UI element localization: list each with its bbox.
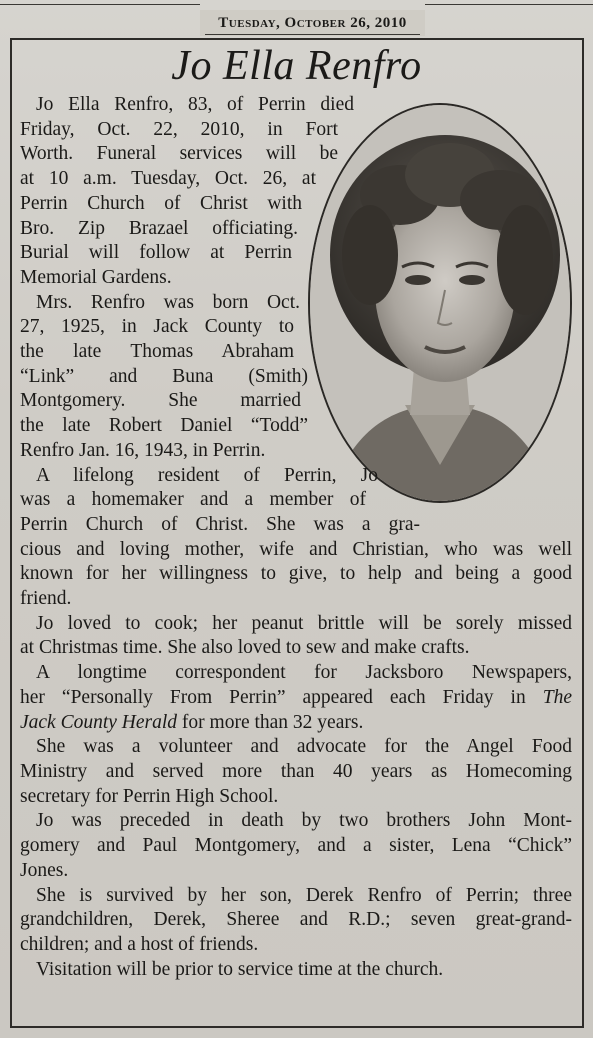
text-line: the late Robert Daniel “Todd” xyxy=(20,415,308,437)
text-line: Friday, Oct. 22, 2010, in Fort xyxy=(20,118,338,140)
text-fragment: her “Personally From Perrin” appeared each Friday in xyxy=(20,686,526,708)
header-rule-right xyxy=(425,4,593,5)
text-line: secretary for Perrin High School. xyxy=(20,785,279,807)
text-line: at Christmas time. She also loved to sew and make crafts. xyxy=(20,637,470,659)
paragraph-funeral xyxy=(20,93,572,291)
text-line: She is survived by her son, Derek Renfro of Perrin; three xyxy=(36,884,572,906)
text-line xyxy=(20,711,572,736)
text-line: Jo loved to cook; her peanut brittle will be sorely missed xyxy=(36,612,572,634)
paragraph-cooking xyxy=(20,612,572,661)
paragraph-resident xyxy=(20,464,572,612)
paragraph-birth xyxy=(20,291,572,464)
text-line: Bro. Zip Brazael officiating. xyxy=(20,217,298,239)
text-line: cious and loving mother, wife and Christian, who was well xyxy=(20,538,572,560)
text-line: was a homemaker and a member of xyxy=(20,489,366,511)
text-line: Visitation will be prior to service time at the church. xyxy=(36,958,444,980)
paragraph-visitation xyxy=(20,958,572,983)
publication-name-part: The xyxy=(542,686,573,708)
text-line: Worth. Funeral services will be xyxy=(20,143,338,165)
paragraph-correspondent xyxy=(20,661,572,735)
text-line: A longtime correspondent for Jacksboro Newspapers, xyxy=(36,662,572,684)
text-line: Renfro Jan. 16, 1943, in Perrin. xyxy=(20,439,266,461)
text-line: 27, 1925, in Jack County to xyxy=(20,316,294,338)
text-line: Perrin Church of Christ with xyxy=(20,192,302,214)
text-line: Mrs. Renfro was born Oct. xyxy=(36,291,300,313)
text-line: Burial will follow at Perrin xyxy=(20,242,292,264)
obituary-body xyxy=(20,93,572,982)
text-line: Jo was preceded in death by two brothers John Mont- xyxy=(36,810,572,832)
text-line: Montgomery. She married xyxy=(20,390,301,412)
text-line xyxy=(20,686,572,711)
publication-name: Jack County Herald xyxy=(20,711,178,733)
text-line: “Link” and Buna (Smith) xyxy=(20,365,308,387)
date-underline xyxy=(205,34,420,35)
text-line: friend. xyxy=(20,588,72,610)
text-line: Perrin Church of Christ. She was a gra- xyxy=(20,513,420,535)
text-line: children; and a host of friends. xyxy=(20,933,259,955)
text-line: Jo Ella Renfro, 83, of Perrin died xyxy=(36,94,354,115)
paragraph-survived xyxy=(20,884,572,958)
obituary-title: Jo Ella Renfro xyxy=(171,43,422,89)
text-line: grandchildren, Derek, Sheree and R.D.; seven great-grand- xyxy=(20,909,572,931)
header-rule-left xyxy=(0,4,200,5)
issue-date: Tuesday, October 26, 2010 xyxy=(200,10,425,36)
text-line: Ministry and served more than 40 years as Homecoming xyxy=(20,760,572,782)
paragraph-preceded xyxy=(20,809,572,883)
text-line: the late Thomas Abraham xyxy=(20,341,294,363)
paragraph-volunteer xyxy=(20,735,572,809)
text-fragment: for more than 32 years. xyxy=(181,711,364,733)
text-line: known for her willingness to give, to help and being a good xyxy=(20,563,572,585)
text-line: gomery and Paul Montgomery, and a sister, Lena “Chick” xyxy=(20,835,572,857)
text-line: She was a volunteer and advocate for the Angel Food xyxy=(36,736,572,758)
text-line: A lifelong resident of Perrin, Jo xyxy=(36,464,378,486)
text-line: at 10 a.m. Tuesday, Oct. 26, at xyxy=(20,168,316,190)
text-line: Jones. xyxy=(20,859,69,881)
text-line: Memorial Gardens. xyxy=(20,266,172,288)
